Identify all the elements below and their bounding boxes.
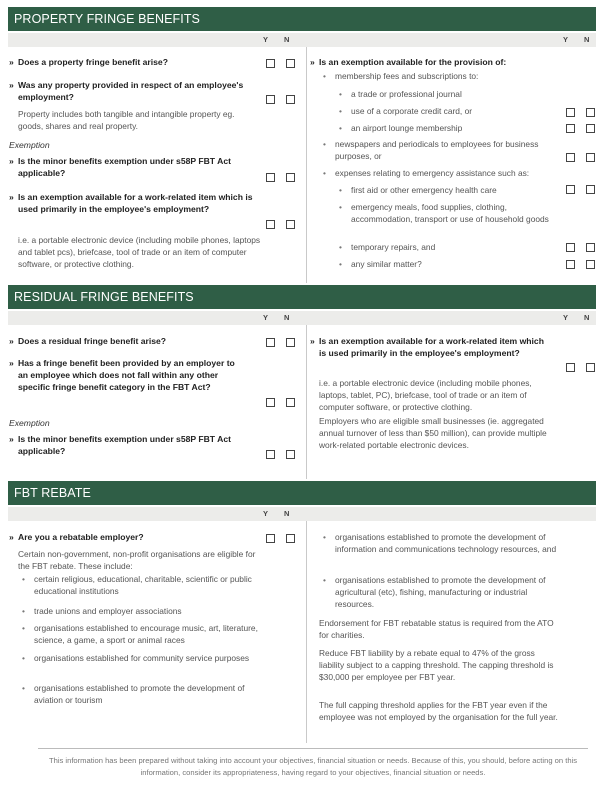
chevron-icon: » xyxy=(9,80,14,90)
exemption-label: Exemption xyxy=(9,418,50,428)
airport-lounge-yes-checkbox[interactable] xyxy=(566,124,575,133)
credit-card-yes-checkbox[interactable] xyxy=(566,108,575,117)
list-item: • expenses relating to emergency assistance such as: xyxy=(323,168,530,178)
property-question-2: » Was any property provided in respect of an employee's employment? xyxy=(9,80,244,102)
yes-column-label: Y xyxy=(563,35,569,44)
repairs-no-checkbox[interactable] xyxy=(586,243,595,252)
no-column-label: N xyxy=(284,313,290,322)
rebate-threshold-text: The full capping threshold applies for the FBT year even if the employee was not employed by the organisation for the full year. xyxy=(319,700,558,722)
property-q1-yes-checkbox[interactable] xyxy=(266,59,275,68)
list-item: • trade unions and employer associations xyxy=(22,606,182,616)
property-yn-bar xyxy=(8,33,596,47)
residual-question-1: » Does a residual fringe benefit arise? xyxy=(9,336,167,346)
column-divider xyxy=(306,325,307,479)
disclaimer-footer: This information has been prepared without taking into account your objectives, financial situation or needs. Because of this, you should, before acting on this information, consider its appropriateness, having regard to your objectives, financial situation or needs. xyxy=(48,756,578,777)
property-question-1: » Does a property fringe benefit arise? xyxy=(9,57,168,67)
property-q4-yes-checkbox[interactable] xyxy=(266,220,275,229)
residual-yn-bar xyxy=(8,311,596,325)
property-q1-no-checkbox[interactable] xyxy=(286,59,295,68)
yes-column-label: Y xyxy=(563,313,569,322)
residual-right-note-1: i.e. a portable electronic device (including mobile phones, laptops, tablet, PC), briefcase, tool of trade or an item of computer software, or protective clothing. xyxy=(319,378,532,412)
no-column-label: N xyxy=(584,313,590,322)
property-q2-no-checkbox[interactable] xyxy=(286,95,295,104)
list-item: • certain religious, educational, charitable, scientific or public educational institutions xyxy=(22,574,252,596)
residual-q3-no-checkbox[interactable] xyxy=(286,450,295,459)
property-question-4: » Is an exemption available for a work-related item which is used primarily in the employee's employment? xyxy=(9,192,253,214)
chevron-icon: » xyxy=(310,336,315,346)
list-item: • membership fees and subscriptions to: xyxy=(323,71,479,81)
list-item: • a trade or professional journal xyxy=(339,89,462,99)
list-item: • organisations established to encourage music, art, literature, science, a game, a sport or animal races xyxy=(22,623,258,645)
rebate-endorsement-text: Endorsement for FBT rebatable status is required from the ATO for charities. xyxy=(319,618,554,640)
repairs-yes-checkbox[interactable] xyxy=(566,243,575,252)
list-item: • organisations established to promote the development of information and communications technology resources, and xyxy=(323,532,557,554)
newspapers-yes-checkbox[interactable] xyxy=(566,153,575,162)
list-item: • an airport lounge membership xyxy=(339,123,463,133)
residual-right-question: » Is an exemption available for a work-related item which is used primarily in the employee's employment? xyxy=(310,336,544,358)
residual-q2-no-checkbox[interactable] xyxy=(286,398,295,407)
property-right-question: » Is an exemption available for the provision of: xyxy=(310,57,507,67)
property-q3-no-checkbox[interactable] xyxy=(286,173,295,182)
property-q2-note: Property includes both tangible and intangible property eg. goods, shares and real property. xyxy=(18,109,235,131)
residual-section-header: RESIDUAL FRINGE BENEFITS xyxy=(8,285,596,309)
chevron-icon: » xyxy=(9,434,14,444)
residual-q1-no-checkbox[interactable] xyxy=(286,338,295,347)
rebate-section-header: FBT REBATE xyxy=(8,481,596,505)
list-item: • temporary repairs, and xyxy=(339,242,436,252)
airport-lounge-no-checkbox[interactable] xyxy=(586,124,595,133)
list-item: • first aid or other emergency health care xyxy=(339,185,497,195)
rebate-reduce-liability-text: Reduce FBT liability by a rebate equal to 47% of the gross liability subject to a capping threshold. The capping threshold is $30,000 per employee per FBT year. xyxy=(319,648,554,682)
rebate-intro: Certain non-government, non-profit organisations are eligible for the FBT rebate. These include: xyxy=(18,549,256,571)
newspapers-no-checkbox[interactable] xyxy=(586,153,595,162)
chevron-icon: » xyxy=(9,57,14,67)
yes-column-label: Y xyxy=(263,35,269,44)
credit-card-no-checkbox[interactable] xyxy=(586,108,595,117)
residual-right-yes-checkbox[interactable] xyxy=(566,363,575,372)
yes-column-label: Y xyxy=(263,509,269,518)
residual-q2-yes-checkbox[interactable] xyxy=(266,398,275,407)
list-item: • any similar matter? xyxy=(339,259,422,269)
list-item: • organisations established to promote the development of agricultural (etc), fishing, manufacturing or industrial resources. xyxy=(323,575,546,609)
rebate-question-1: » Are you a rebatable employer? xyxy=(9,532,144,542)
property-q4-no-checkbox[interactable] xyxy=(286,220,295,229)
no-column-label: N xyxy=(284,509,290,518)
residual-right-no-checkbox[interactable] xyxy=(586,363,595,372)
residual-q1-yes-checkbox[interactable] xyxy=(266,338,275,347)
property-q3-yes-checkbox[interactable] xyxy=(266,173,275,182)
first-aid-no-checkbox[interactable] xyxy=(586,185,595,194)
rebate-yn-bar xyxy=(8,507,596,521)
rebate-q1-no-checkbox[interactable] xyxy=(286,534,295,543)
list-item: • organisations established for community service purposes xyxy=(22,653,250,663)
no-column-label: N xyxy=(284,35,290,44)
list-item: • newspapers and periodicals to employees for business purposes, or xyxy=(323,139,539,161)
property-section-header: PROPERTY FRINGE BENEFITS xyxy=(8,7,596,31)
list-item: • use of a corporate credit card, or xyxy=(339,106,473,116)
chevron-icon: » xyxy=(9,336,14,346)
property-q2-yes-checkbox[interactable] xyxy=(266,95,275,104)
exemption-label: Exemption xyxy=(9,140,50,150)
residual-right-note-2: Employers who are eligible small businesses (ie. aggregated annual turnover of less than $50 million), can provide multiple work-related portable electronic devices. xyxy=(319,416,547,450)
rebate-q1-yes-checkbox[interactable] xyxy=(266,534,275,543)
residual-question-3: » Is the minor benefits exemption under s58P FBT Act applicable? xyxy=(9,434,231,456)
chevron-icon: » xyxy=(9,532,14,542)
list-item: • organisations established to promote the development of aviation or tourism xyxy=(22,683,245,705)
similar-matter-no-checkbox[interactable] xyxy=(586,260,595,269)
chevron-icon: » xyxy=(9,156,14,166)
property-question-3: » Is the minor benefits exemption under s58P FBT Act applicable? xyxy=(9,156,231,178)
no-column-label: N xyxy=(584,35,590,44)
chevron-icon: » xyxy=(9,192,14,202)
chevron-icon: » xyxy=(9,358,14,368)
column-divider xyxy=(306,521,307,743)
chevron-icon: » xyxy=(310,57,315,67)
first-aid-yes-checkbox[interactable] xyxy=(566,185,575,194)
list-item: • emergency meals, food supplies, clothing, accommodation, transport or use of household goods xyxy=(339,202,549,224)
yes-column-label: Y xyxy=(263,313,269,322)
column-divider xyxy=(306,47,307,283)
residual-q3-yes-checkbox[interactable] xyxy=(266,450,275,459)
property-q4-note: i.e. a portable electronic device (including mobile phones, laptops and tablet pcs), briefcase, tool of trade or an item of computer software, or protective clothing. xyxy=(18,235,261,269)
residual-question-2: » Has a fringe benefit been provided by an employer to an employee which does not fall within any other specific fringe benefit category in the FBT Act? xyxy=(9,358,235,392)
similar-matter-yes-checkbox[interactable] xyxy=(566,260,575,269)
footer-divider xyxy=(38,748,588,749)
